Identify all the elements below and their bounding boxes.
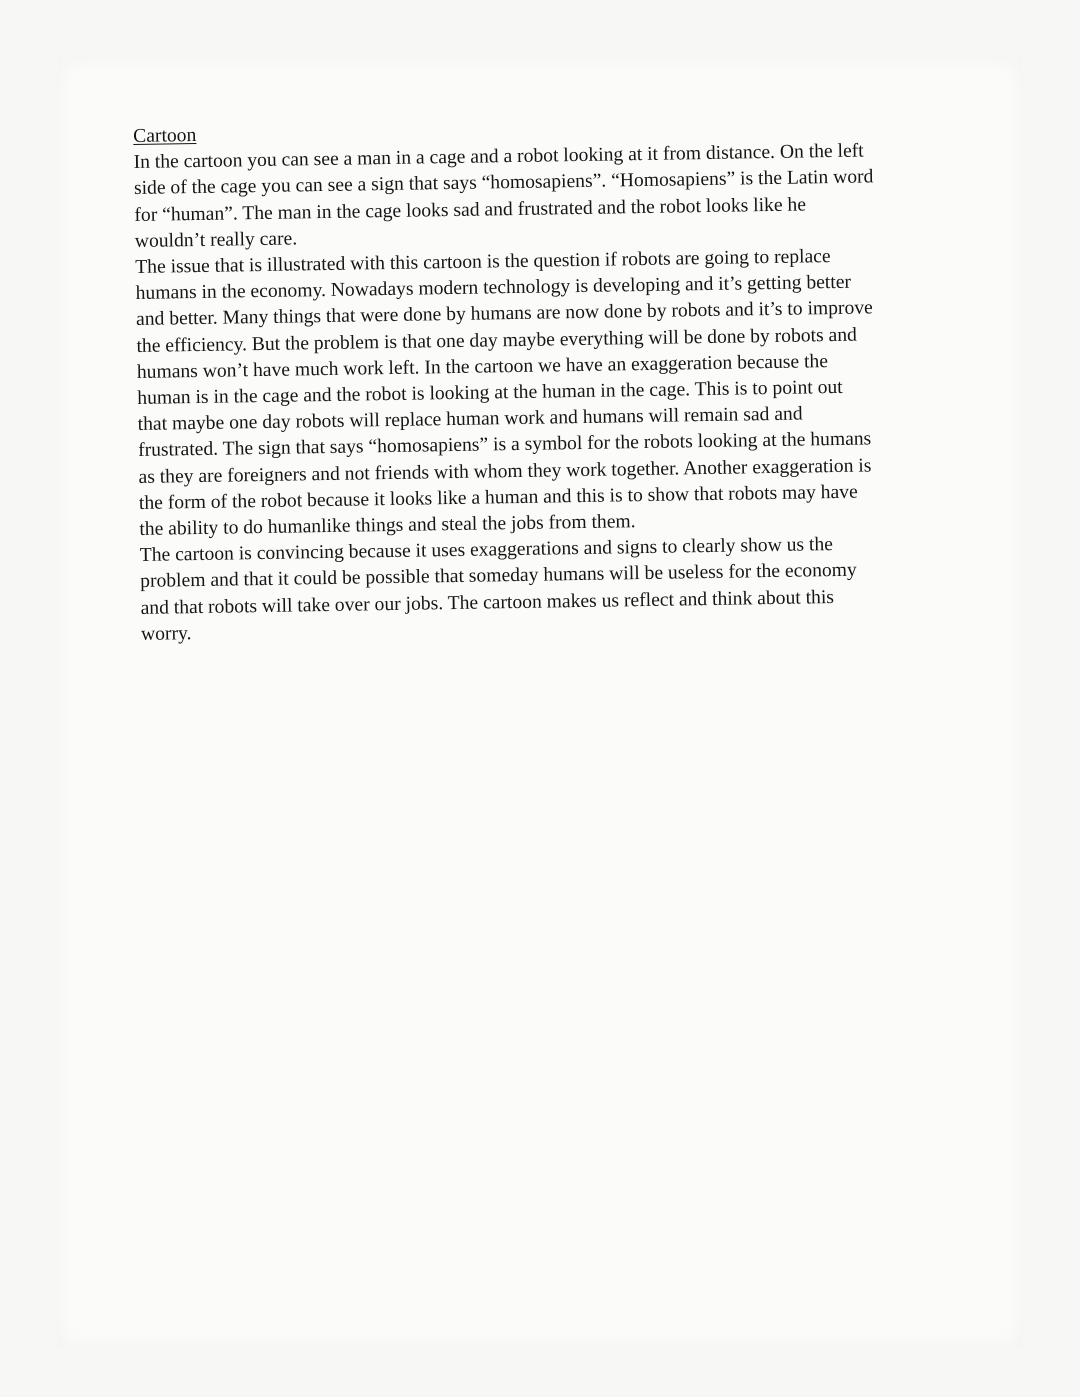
text-line: and that robots will take over our jobs. The cartoon makes us reflect and think about this [140, 586, 835, 619]
document-title: Cartoon [133, 125, 197, 147]
text-line: for “human”. The man in the cage looks sad and frustrated and the robot looks like he [134, 194, 807, 226]
text-line: that maybe one day robots will replace human work and humans will remain sad and [137, 403, 803, 436]
text-line: The cartoon is convincing because it uses exaggerations and signs to clearly show us the [139, 534, 834, 567]
text-line: as they are foreigners and not friends with whom they work together. Another exaggeration is [138, 455, 872, 488]
text-line: humans in the economy. Nowadays modern technology is developing and it’s getting better [135, 271, 852, 305]
text-line: human is in the cage and the robot is looking at the human in the cage. This is to point out [137, 376, 843, 409]
text-line: the efficiency. But the problem is that one day maybe everything will be done by robots and [136, 324, 858, 357]
text-line: the ability to do humanlike things and steal the jobs from them. [139, 511, 636, 540]
text-line: side of the cage you can see a sign that says “homosapiens”. “Homosapiens” is the Latin word [133, 166, 874, 200]
text-line: wouldn’t really care. [134, 228, 298, 252]
text-line: and better. Many things that were done by humans are now done by robots and it’s to improve [135, 297, 873, 331]
text-line: problem and that it could be possible that someday humans will be useless for the economy [140, 560, 857, 593]
text-line: In the cartoon you can see a man in a cage and a robot looking at it from distance. On the left [133, 140, 864, 174]
essay-text [133, 111, 991, 648]
text-line: humans won’t have much work left. In the cartoon we have an exaggeration because the [136, 350, 829, 383]
text-line: The issue that is illustrated with this cartoon is the question if robots are going to replace [135, 246, 831, 278]
text-line: frustrated. The sign that says “homosapiens” is a symbol for the robots looking at the humans [137, 428, 872, 462]
text-line: worry. [140, 623, 192, 645]
text-line: the form of the robot because it looks like a human and this is to show that robots may have [138, 481, 858, 514]
